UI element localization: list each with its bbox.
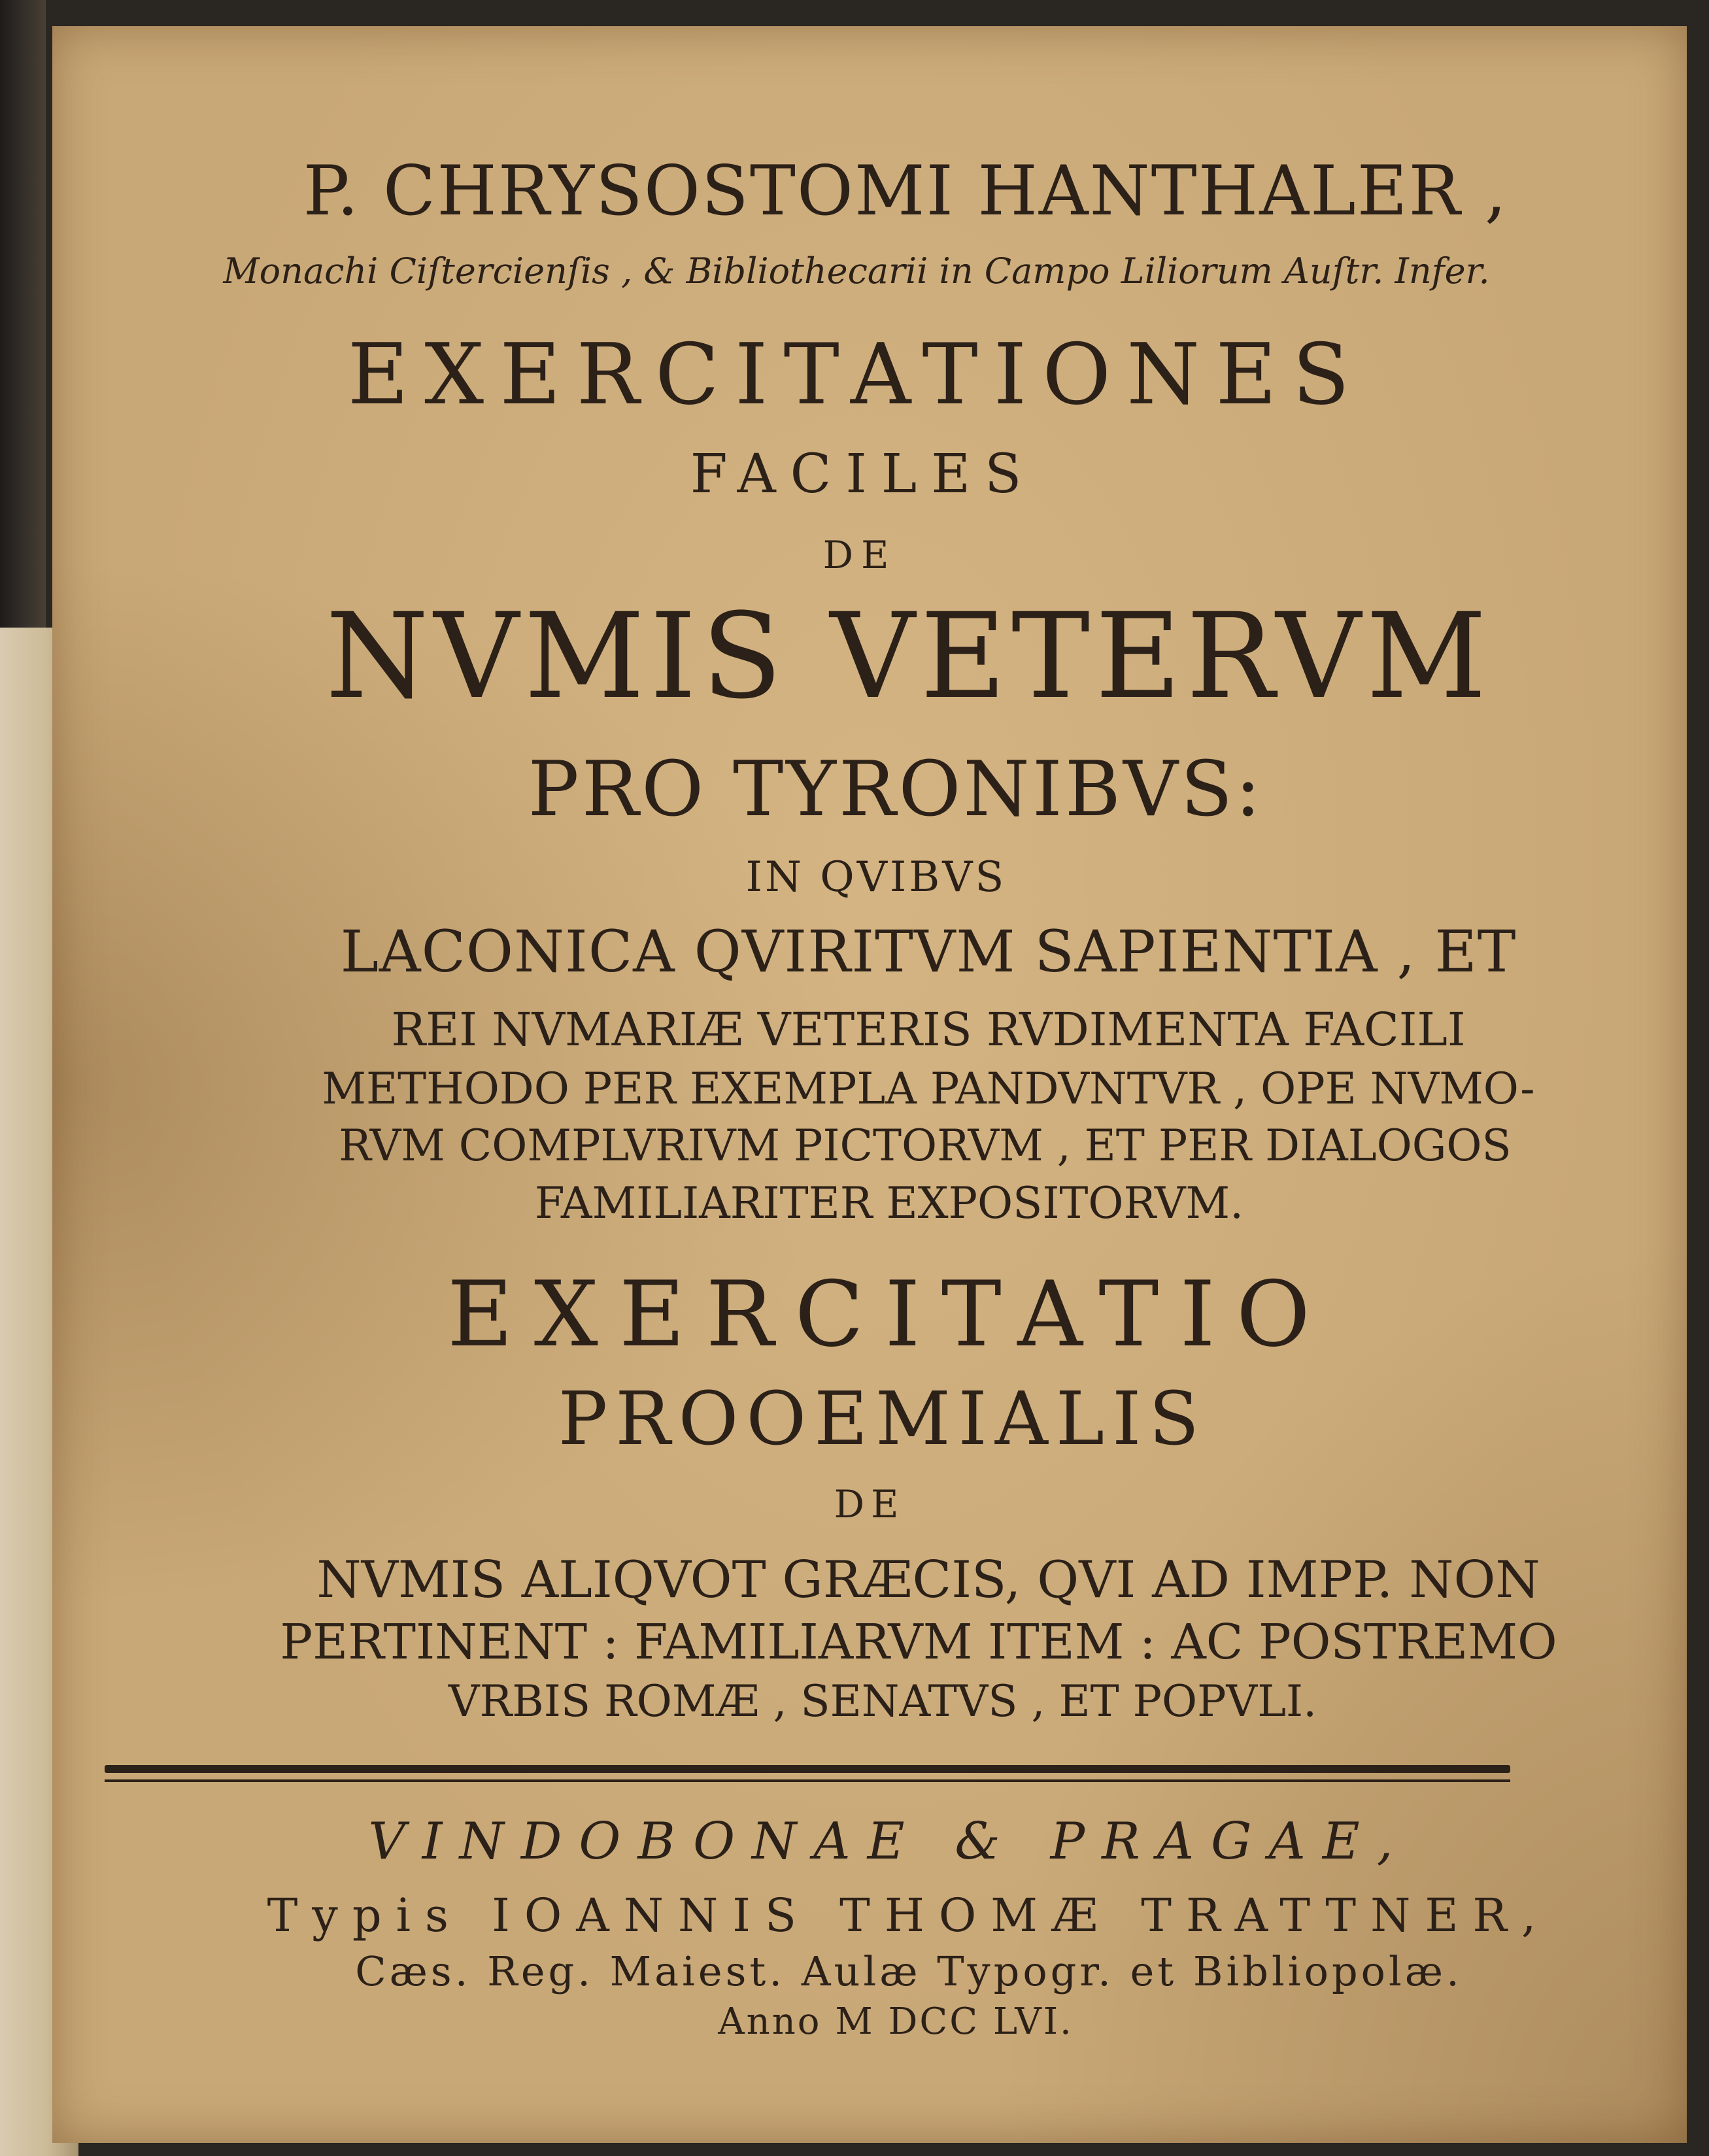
double-rule-thick bbox=[105, 1765, 1510, 1773]
title-numis-veterum: NVMIS VETERVM bbox=[326, 588, 1492, 725]
title-in-quibus: IN QVIBVS bbox=[745, 853, 1007, 901]
title-de: DE bbox=[822, 533, 897, 577]
imprint-place: VINDOBONAE & PRAGAE, bbox=[368, 1812, 1410, 1871]
subtitle-exercitatio: EXERCITATIO bbox=[447, 1262, 1332, 1367]
title-page bbox=[52, 26, 1687, 2143]
imprint-printer: Typis IOANNIS THOMÆ TRATTNER, bbox=[267, 1889, 1551, 1942]
subtitle-prooemialis: PROOEMIALIS bbox=[558, 1377, 1208, 1462]
author-role: Monachi Ciſtercienſis , & Bibliothecarii in Campo Liliorum Auſtr. Infer. bbox=[223, 250, 1490, 292]
subtitle-de: DE bbox=[834, 1482, 905, 1526]
imprint-year: Anno M DCC LVI. bbox=[718, 2000, 1074, 2043]
description-line: METHODO PER EXEMPLA PANDVNTVR , OPE NVMO- bbox=[322, 1064, 1535, 1114]
description-line: FAMILIARITER EXPOSITORVM. bbox=[534, 1178, 1244, 1228]
author-name: P. CHRYSOSTOMI HANTHALER , bbox=[303, 151, 1508, 231]
subject-line: NVMIS ALIQVOT GRÆCIS, QVI AD IMPP. NON bbox=[316, 1551, 1540, 1609]
subject-line: VRBIS ROMÆ , SENATVS , ET POPVLI. bbox=[448, 1676, 1317, 1726]
title-faciles: FACILES bbox=[690, 443, 1036, 505]
description-line: RVM COMPLVRIVM PICTORVM , ET PER DIALOGOS bbox=[339, 1120, 1512, 1171]
title-pro-tyronibus: PRO TYRONIBVS: bbox=[528, 745, 1264, 834]
subject-line: PERTINENT : FAMILIARVM ITEM : AC POSTREMO bbox=[280, 1614, 1557, 1670]
description-line: LACONICA QVIRITVM SAPIENTIA , ET bbox=[340, 918, 1517, 985]
double-rule-thin bbox=[105, 1779, 1510, 1782]
description-line: REI NVMARIÆ VETERIS RVDIMENTA FACILI bbox=[391, 1003, 1466, 1056]
title-exercitationes: EXERCITATIONES bbox=[347, 326, 1366, 424]
imprint-office: Cæs. Reg. Maiest. Aulæ Typogr. et Bibliopolæ. bbox=[355, 1947, 1463, 1995]
